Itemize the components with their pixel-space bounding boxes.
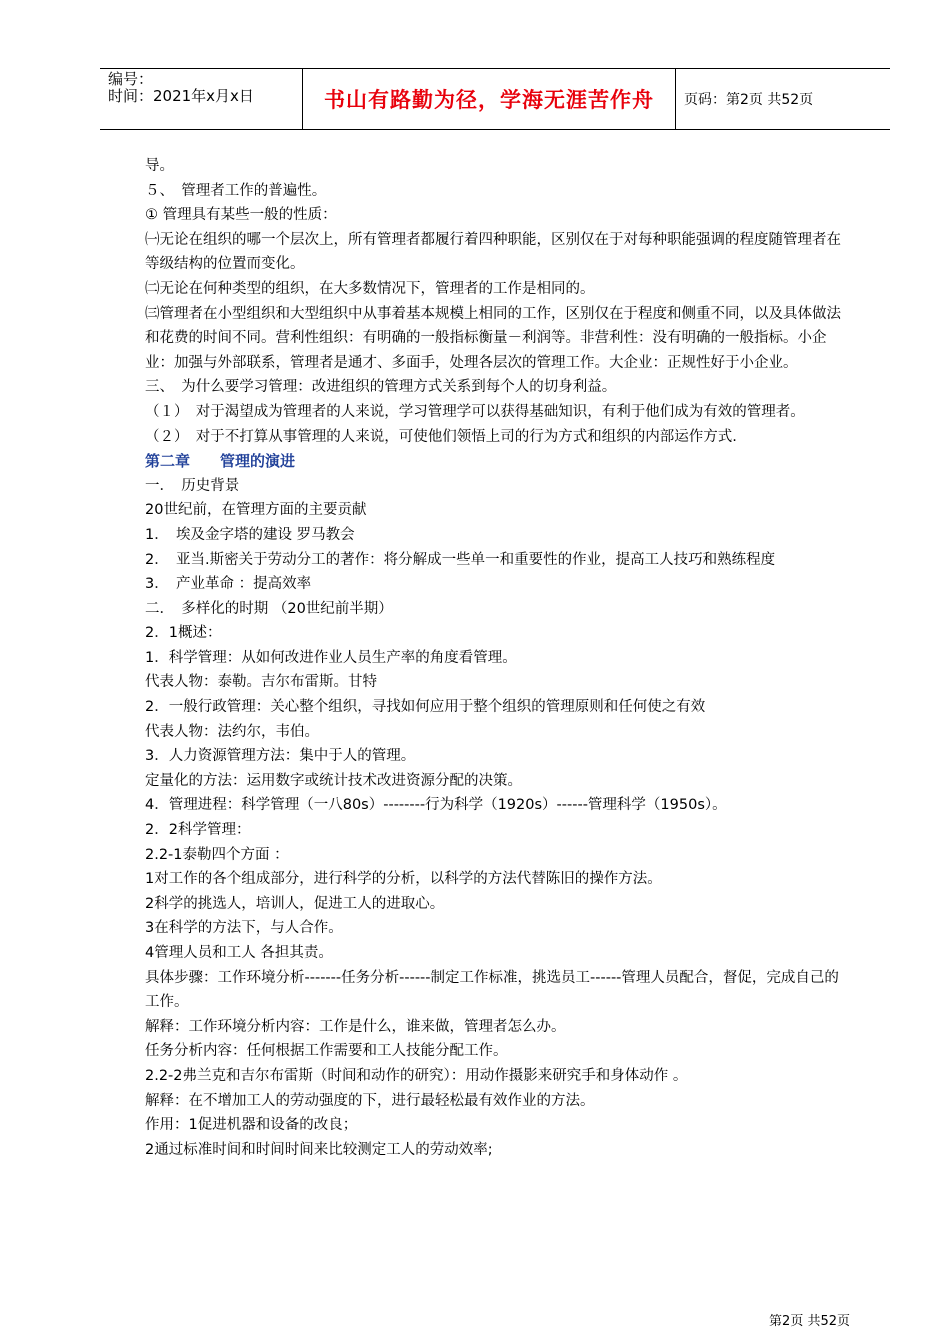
paragraph: 一． 历史背景 <box>145 477 240 494</box>
paragraph: ㈡无论在何种类型的组织，在大多数情况下，管理者的工作是相同的。 <box>145 280 595 297</box>
paragraph: ㈠无论在组织的哪一个层次上，所有管理者都履行着四种职能，区别仅在于对每种职能强调的程度随管理者在等级结构的位置而变化。 <box>145 231 841 273</box>
paragraph: ５、 管理者工作的普遍性。 <box>145 182 327 199</box>
paragraph: 作用：1促进机器和设备的改良； <box>145 1117 358 1134</box>
paragraph: 2．一般行政管理：关心整个组织，寻找如何应用于整个组织的管理原则和任何使之有效 <box>145 699 706 716</box>
document-body <box>145 154 850 1162</box>
paragraph: （２） 对于不打算从事管理的人来说，可使他们领悟上司的行为方式和组织的内部运作方式. <box>145 428 737 445</box>
paragraph: 代表人物：泰勒。吉尔布雷斯。甘特 <box>145 674 377 691</box>
document-number-label: 编号： <box>108 70 154 88</box>
paragraph: 二． 多样化的时期 （20世纪前半期） <box>145 600 393 617</box>
paragraph: 2．2科学管理： <box>145 822 251 839</box>
paragraph: 解释：在不增加工人的劳动强度的下，进行最轻松最有效作业的方法。 <box>145 1092 595 1109</box>
paragraph: 导。 <box>145 158 174 174</box>
paragraph: 2通过标准时间和时间时间来比较测定工人的劳动效率; <box>145 1141 493 1158</box>
paragraph: 具体步骤：工作环境分析-------任务分析------制定工作标准，挑选员工------管理人员配合，督促，完成自己的工作。 <box>145 969 839 1011</box>
header-motto: 书山有路勤为径，学海无涯苦作舟 <box>302 69 676 129</box>
paragraph: 3．人力资源管理方法：集中于人的管理。 <box>145 748 416 765</box>
paragraph: ① 管理具有某些一般的性质： <box>145 207 337 224</box>
paragraph: 定量化的方法：运用数字或统计技术改进资源分配的决策。 <box>145 772 522 789</box>
paragraph: 2.2-1泰勒四个方面 ： <box>145 846 289 863</box>
paragraph: 解释：工作环境分析内容：工作是什么，谁来做，管理者怎么办。 <box>145 1018 566 1035</box>
header-page-number: 页码：第2页 共52页 <box>684 92 814 108</box>
paragraph: 3． 产业革命 ：提高效率 <box>145 576 312 593</box>
paragraph: 2．1概述： <box>145 625 222 642</box>
paragraph: （１） 对于渴望成为管理者的人来说，学习管理学可以获得基础知识，有利于他们成为有效的管理者。 <box>145 403 805 420</box>
paragraph: 2科学的挑选人，培训人，促进工人的进取心。 <box>145 895 445 912</box>
footer-page-number: 第2页 共52页 <box>769 1314 850 1329</box>
paragraph: 3在科学的方法下，与人合作。 <box>145 920 343 937</box>
paragraph: 20世纪前，在管理方面的主要贡献 <box>145 502 367 519</box>
paragraph: ㈢管理者在小型组织和大型组织中从事着基本规模上相同的工作，区别仅在于程度和侧重不同，以及具体做法和花费的时间不同。营利性组织：有明确的一般指标衡量－利润等。非营利性：没有明确的一般指标。小企业：加强与外部联系，管理者是通才、多面手，处理各层次的管理工作。大企业：正规性好于小企业。 <box>145 305 841 371</box>
paragraph: 任务分析内容：任何根据工作需要和工人技能分配工作。 <box>145 1043 508 1060</box>
paragraph: 1对工作的各个组成部分，进行科学的分析，以科学的方法代替陈旧的操作方法。 <box>145 871 662 888</box>
paragraph: 1．科学管理：从如何改进作业人员生产率的角度看管理。 <box>145 649 517 666</box>
header-meta <box>100 69 302 129</box>
paragraph: 三、 为什么要学习管理：改进组织的管理方式关系到每个人的切身利益。 <box>145 379 617 396</box>
paragraph: 代表人物：法约尔，韦伯。 <box>145 723 319 740</box>
page-header <box>100 68 890 130</box>
document-time-label: 时间：2021年x月x日 <box>108 87 254 105</box>
paragraph: 2． 亚当.斯密关于劳动分工的著作：将分解成一些单一和重要性的作业，提高工人技巧和熟练程度 <box>145 551 776 568</box>
paragraph: 4．管理进程：科学管理（一八80s）--------行为科学（1920s）------管理科学（1950s）。 <box>145 797 727 814</box>
paragraph: 1． 埃及金字塔的建设 罗马教会 <box>145 526 355 543</box>
paragraph: 2.2-2弗兰克和吉尔布雷斯（时间和动作的研究）：用动作摄影来研究手和身体动作 。 <box>145 1067 688 1084</box>
chapter-heading: 第二章 管理的演进 <box>145 452 296 471</box>
paragraph: 4管理人员和工人 各担其责。 <box>145 945 333 961</box>
